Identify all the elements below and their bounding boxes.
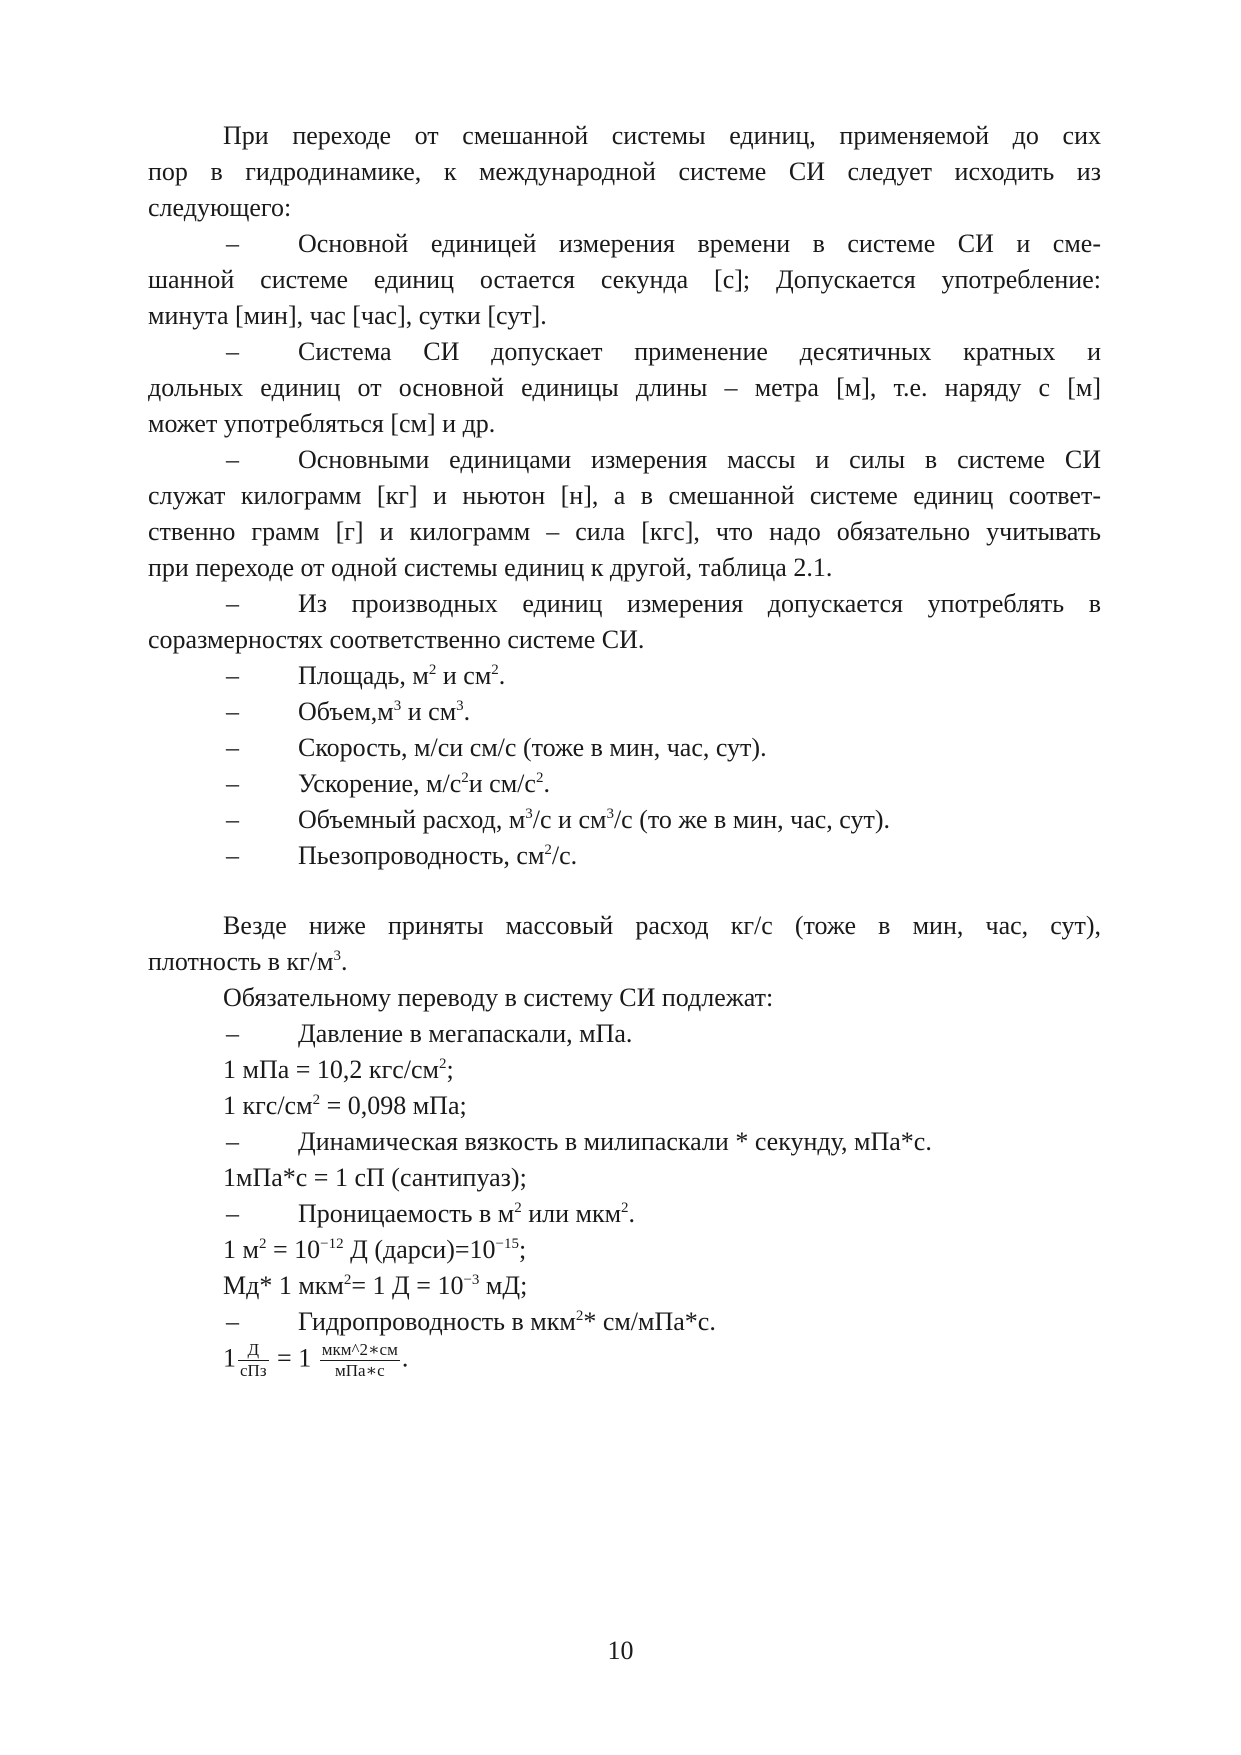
list-dash: – <box>226 697 239 726</box>
text-line <box>148 550 1101 586</box>
superscript: 3 <box>606 806 614 822</box>
text-line <box>148 1196 1101 1232</box>
text-line <box>148 730 1101 766</box>
text-run: . <box>340 947 348 976</box>
text-run: = 10 <box>266 1235 321 1264</box>
text-run: Динамическая вязкость в милипаскали * секунду, мПа*с. <box>298 1127 932 1156</box>
text-run: Основной единицей измерения времени в системе СИ и сме- <box>298 229 1101 258</box>
text-run: . <box>628 1199 636 1228</box>
text-run: Объем,м <box>298 697 394 726</box>
text-line <box>148 1340 1101 1380</box>
text-line <box>148 944 1101 980</box>
list-dash: – <box>226 589 239 618</box>
fraction-denominator: мПа∗с <box>334 1361 385 1380</box>
text-run: Проницаемость в м <box>298 1199 515 1228</box>
text-run: при переходе от одной системы единиц к другой, таблица 2.1. <box>148 553 833 582</box>
superscript: 2 <box>575 1308 584 1324</box>
list-dash: – <box>226 1127 239 1156</box>
superscript: 2 <box>491 662 499 678</box>
text-run: Д (дарси)=10 <box>343 1235 496 1264</box>
text-line <box>148 838 1101 874</box>
superscript: 2 <box>439 1056 447 1072</box>
fraction-numerator: мкм^2∗см <box>321 1340 398 1359</box>
text-line <box>148 658 1101 694</box>
text-run: следующего: <box>148 193 292 222</box>
text-line <box>148 262 1101 298</box>
text-run: и см <box>436 661 492 690</box>
list-dash: – <box>226 841 239 870</box>
list-dash: – <box>226 445 239 474</box>
text-line <box>148 1124 1101 1160</box>
text-line <box>148 1160 1101 1196</box>
list-dash: – <box>226 769 239 798</box>
text-run: = 1 <box>270 1343 318 1373</box>
blank-line <box>148 874 1101 908</box>
text-run: Пьезопроводность, см <box>298 841 545 870</box>
text-line <box>148 190 1101 226</box>
text-run: Ускорение, м/с <box>298 769 462 798</box>
text-line <box>148 1304 1101 1340</box>
text-run: Везде ниже приняты массовый расход кг/с (тоже в мин, час, сут), <box>223 911 1101 940</box>
text-run: пор в гидродинамике, к международной системе СИ следует исходить из <box>148 157 1101 186</box>
text-run: . <box>498 661 506 690</box>
superscript: 2 <box>544 842 552 858</box>
text-run: ; <box>446 1055 454 1084</box>
text-run: ; <box>519 1235 527 1264</box>
text-run: . <box>543 769 550 798</box>
text-run: * см/мПа*с. <box>583 1307 716 1336</box>
text-run: = 0,098 мПа; <box>320 1091 467 1120</box>
text-line <box>148 694 1101 730</box>
text-run: дольных единиц от основной единицы длины – метра [м], т.е. наряду с [м] <box>148 373 1101 402</box>
text-run: /с (то же в мин, час, сут). <box>613 805 890 834</box>
text-run: плотность в кг/м <box>148 947 334 976</box>
text-run: . <box>463 697 471 726</box>
text-run: . <box>401 1343 409 1373</box>
text-line <box>148 622 1101 658</box>
page-number: 10 <box>607 1636 634 1665</box>
list-dash: – <box>226 337 239 366</box>
text-line <box>148 406 1101 442</box>
text-line <box>148 118 1101 154</box>
text-run: /с. <box>551 841 578 870</box>
text-line <box>148 298 1101 334</box>
text-line <box>148 766 1101 802</box>
superscript: 3 <box>333 948 341 964</box>
text-run: минута [мин], час [час], сутки [сут]. <box>148 301 547 330</box>
text-run: 1 м <box>223 1235 259 1264</box>
superscript: 2 <box>428 662 437 678</box>
superscript: 3 <box>525 806 533 822</box>
text-line <box>148 478 1101 514</box>
text-run: ственно грамм [г] и килограмм – сила [кгс], что надо обязательно учитывать <box>148 517 1101 546</box>
superscript: −12 <box>320 1236 344 1252</box>
text-run: 1мПа*с = 1 сП (сантипуаз); <box>223 1163 527 1192</box>
text-line <box>148 514 1101 550</box>
text-line <box>148 1088 1101 1124</box>
text-line <box>148 334 1101 370</box>
text-run: соразмерностях соответственно системе СИ. <box>148 625 645 654</box>
text-run: Скорость, м/си см/с (тоже в мин, час, сут). <box>298 733 767 762</box>
superscript: 2 <box>258 1236 267 1252</box>
list-dash: – <box>226 733 239 762</box>
text-line <box>148 1268 1101 1304</box>
text-run: 1 кгс/см <box>223 1091 313 1120</box>
superscript: 3 <box>456 698 464 714</box>
list-dash: – <box>226 1199 239 1228</box>
text-run: Мд* 1 мкм <box>223 1271 344 1300</box>
text-run: Объемный расход, м <box>298 805 526 834</box>
text-run: шанной системе единиц остается секунда [с]; Допускается употребление: <box>148 265 1101 294</box>
text-run: 1 <box>223 1343 236 1373</box>
text-run: мД; <box>479 1271 528 1300</box>
text-line <box>148 442 1101 478</box>
text-run: служат килограмм [кг] и ньютон [н], а в смешанной системе единиц соответ- <box>148 481 1101 510</box>
list-dash: – <box>226 229 239 258</box>
superscript: 2 <box>343 1272 352 1288</box>
text-line <box>148 1052 1101 1088</box>
superscript: −3 <box>463 1272 480 1288</box>
superscript: 2 <box>461 770 469 786</box>
text-run: /с и см <box>532 805 607 834</box>
text-run: Из производных единиц измерения допускается употреблять в <box>298 589 1101 618</box>
text-run: Система СИ допускает применение десятичных кратных и <box>298 337 1101 366</box>
superscript: 2 <box>514 1200 522 1216</box>
text-run: Гидропроводность в мкм <box>298 1307 576 1336</box>
text-run: При переходе от смешанной системы единиц, применяемой до сих <box>223 121 1101 150</box>
superscript: 2 <box>312 1092 321 1108</box>
fraction <box>238 1340 269 1381</box>
text-run: может употребляться [см] и др. <box>148 409 496 438</box>
text-run: Основными единицами измерения массы и силы в системе СИ <box>298 445 1101 474</box>
text-run: Давление в мегапаскали, мПа. <box>298 1019 633 1048</box>
text-line <box>148 226 1101 262</box>
text-line <box>148 802 1101 838</box>
superscript: 2 <box>621 1200 629 1216</box>
list-dash: – <box>226 661 239 690</box>
text-line <box>148 980 1101 1016</box>
superscript: 2 <box>535 770 544 786</box>
text-run: и см/с <box>468 769 536 798</box>
fraction <box>320 1340 400 1381</box>
text-line <box>148 154 1101 190</box>
text-run: или мкм <box>521 1199 622 1228</box>
fraction-numerator: Д <box>238 1340 269 1361</box>
superscript: −15 <box>495 1236 519 1252</box>
list-dash: – <box>226 805 239 834</box>
text-line <box>148 586 1101 622</box>
text-run: = 1 Д = 10 <box>351 1271 464 1300</box>
text-run: Площадь, м <box>298 661 429 690</box>
text-line <box>148 1016 1101 1052</box>
list-dash: – <box>226 1019 239 1048</box>
fraction-denominator: сПз <box>240 1361 267 1380</box>
text-run: 1 мПа = 10,2 кгс/см <box>223 1055 439 1084</box>
text-line <box>148 908 1101 944</box>
superscript: 3 <box>393 698 402 714</box>
list-dash: – <box>226 1307 239 1336</box>
text-run: и см <box>401 697 457 726</box>
text-line <box>148 1232 1101 1268</box>
text-run: Обязательному переводу в систему СИ подлежат: <box>223 983 774 1012</box>
text-line <box>148 370 1101 406</box>
document-body <box>148 118 1101 1380</box>
